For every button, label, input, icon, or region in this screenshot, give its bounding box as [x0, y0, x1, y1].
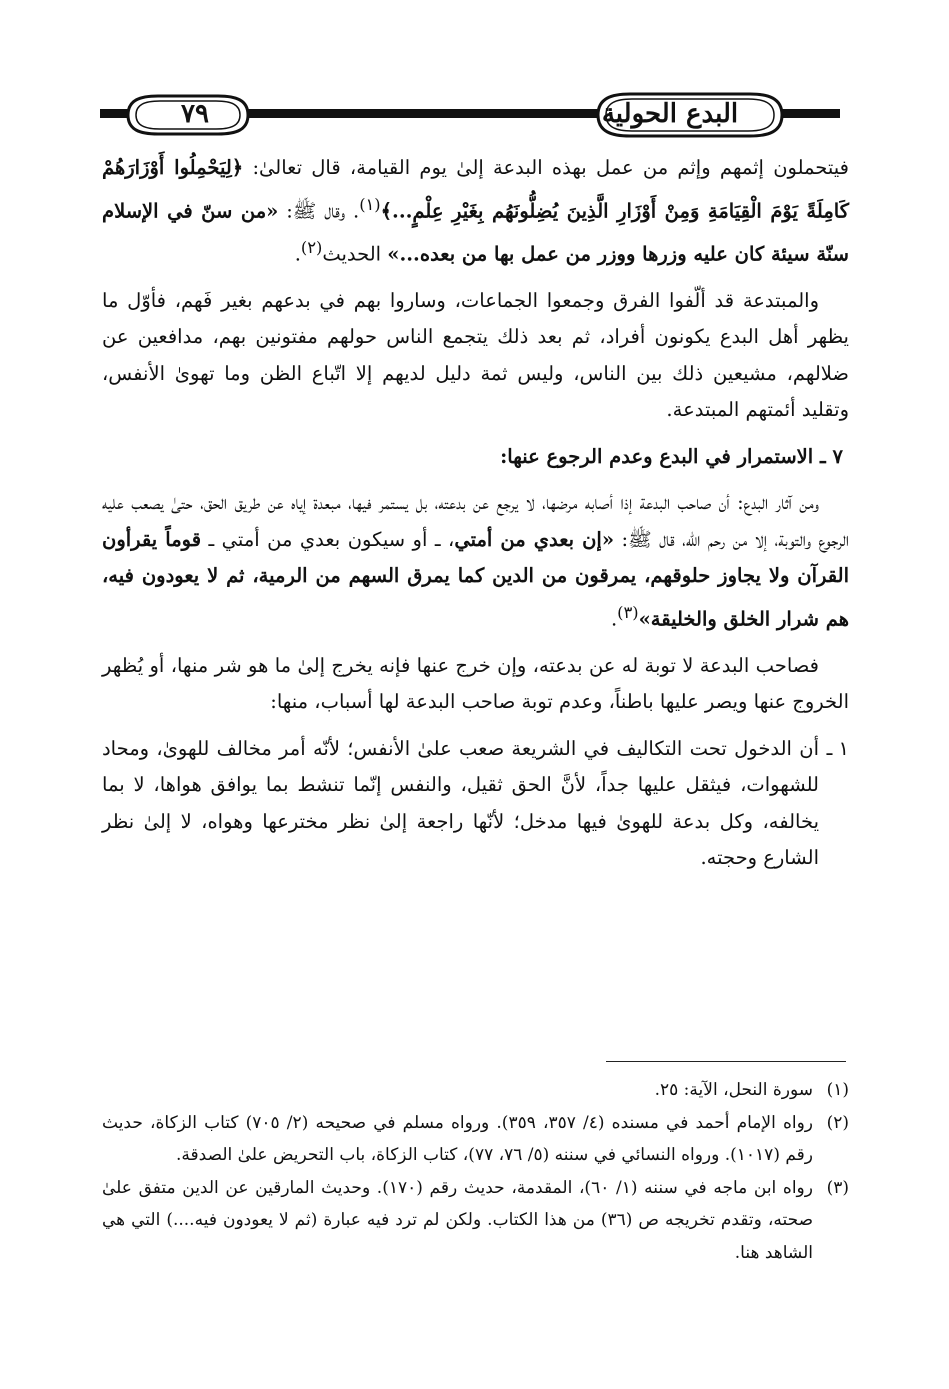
page-number: ٧٩ [181, 99, 209, 129]
paragraph-text: ومن آثار البدع: أن صاحب البدعة إذا أصابه مرضها، لا يرجع عن بدعته، بل يستمر فيها، مبعدة إياه عن طريق الحق، حتىٰ يصعب عليه الرجوع والتوبة، إلا من رحم الله، قال ﷺ: [102, 491, 850, 551]
paragraph-3 [102, 485, 849, 638]
paragraph-text: ، ـ أو سيكون بعدي من أمتي ـ [201, 527, 455, 551]
footnote-2 [102, 1107, 849, 1172]
list-item [102, 731, 849, 877]
paragraph-text: . [294, 242, 301, 265]
footnote-ref-2[interactable]: (٢) [300, 237, 323, 257]
hadith-quote: قوماً يقرأون القرآن ولا يجاوز حلوقهم، يمرقون من الدين كما يمرق السهم من الرمية، ثم لا يعودون فيه، هم شرار الخلق والخليقة» [102, 527, 849, 630]
paragraph-2: والمبتدعة قد ألّفوا الفرق وجمعوا الجماعات، وساروا بهم في بدعهم بغير فَهم، فأوّل ما يظهر أهل البدع يكونون أفراد، ثم بعد ذلك يتجمع الناس حولهم مفتونين بهم، مدافعين عن ضلالهم، مشيعين ذلك بين الناس، وليس ثمة دليل لديهم إلا اتّباع الظن وما تهوىٰ الأنفس، وتقليد أئمتهم المبتدعة. [102, 288, 849, 421]
paragraph-text: الحديث [322, 242, 388, 265]
footnote-1 [102, 1074, 849, 1107]
paragraph-text: . وقال ﷺ: [278, 199, 360, 222]
footnote-text: سورة النحل، الآية: ٢٥. [654, 1080, 813, 1100]
paragraph-1 [102, 150, 849, 273]
paragraph-text: . [610, 607, 618, 630]
quran-verse: ﴿لِيَحْمِلُوا أَوْزَارَهُمْ كَامِلَةً يَوْمَ الْقِيَامَةِ وَمِنْ أَوْزَارِ الَّذِينَ يُضِلُّونَهُم بِغَيْرِ عِلْمٍ...﴾ [102, 156, 850, 222]
footnote-3 [102, 1172, 849, 1270]
footnotes [102, 1074, 849, 1269]
footnote-text: رواه الإمام أحمد في مسنده (٤/ ٣٥٧، ٣٥٩). ورواه مسلم في صحيحه (٢/ ٧٠٥) كتاب الزكاة، حديث رقم (١٠١٧). ورواه النسائي في سننه (٥/ ٧٦، ٧٧)، كتاب الزكاة، باب التحريض علىٰ الصدقة. [102, 1112, 813, 1165]
paragraph-text: فيتحملون إثمهم وإثم من عمل بهذه البدعة إلىٰ يوم القيامة، قال تعالىٰ: [243, 156, 849, 179]
list-item-number: ١ ـ [826, 736, 849, 760]
footnote-number: (١) [826, 1080, 849, 1100]
list-item-text: أن الدخول تحت التكاليف في الشريعة صعب علىٰ الأنفس؛ لأنّه أمر مخالف للهوىٰ، ومحاد للشهوات، فيثقل عليها جداً، لأنَّ الحق ثقيل، والنفس إنّما تنشط بما يوافق هواها، لا بما يخالفه، وكل بدعة للهوىٰ فيها مدخل؛ لأنّها راجعة إلىٰ نظر مخترعها وهواه، لا إلىٰ نظر الشارع وحجته. [102, 736, 819, 869]
page-header [100, 92, 840, 138]
footnote-divider [606, 1061, 846, 1062]
main-text [102, 150, 849, 877]
paragraph-4: فصاحب البدعة لا توبة له عن بدعته، وإن خرج عنها فإنه يخرج إلىٰ ما هو شر منها، أو يُظهر الخروج عنها ويصر عليها باطناً، وعدم توبة صاحب البدعة لها أسباب، منها: [102, 653, 849, 713]
footnote-ref-3[interactable]: (٣) [617, 602, 639, 622]
footnote-number: (٢) [826, 1112, 849, 1133]
footnote-ref-1[interactable]: (١) [359, 194, 381, 214]
running-title: البدع الحولية [601, 99, 739, 129]
section-heading: ٧ ـ الاستمرار في البدع وعدم الرجوع عنها: [500, 444, 843, 468]
footnote-text: رواه ابن ماجه في سننه (١/ ٦٠)، المقدمة، حديث رقم (١٧٠). وحديث المارقين عن الدين متفق علىٰ صحته، وتقدم تخريجه ص (٣٦) من هذا الكتاب. ولكن لم ترد فيه عبارة (ثم لا يعودون فيه....) التي هي الشاهد هنا. [102, 1177, 813, 1263]
footnote-number: (٣) [826, 1177, 849, 1198]
hadith-quote: «من سنّ في الإسلام سنّة سيئة كان عليه وزرها ووزر من عمل بها من بعده...» [102, 199, 849, 265]
hadith-quote: «إن بعدي من أمتي [454, 527, 615, 551]
